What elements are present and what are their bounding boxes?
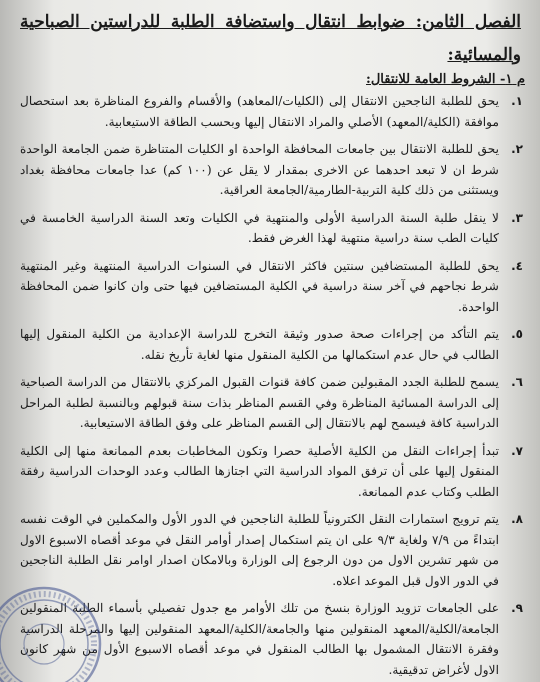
item-number: ١.: [511, 94, 523, 108]
section-heading: م ١- الشروط العامة للانتقال:: [366, 72, 525, 87]
condition-item: [20, 256, 525, 318]
item-number: ٤.: [511, 258, 523, 273]
item-text: تبدأ إجراءات النقل من الكلية الأصلية حصرا وتكون المخاطبات بعدم الممانعة منها إلى الكلية المنقول إليها على أن ترفق المواد الدراسية التي اجتازها الطالب وعدد الوحدات الدراسية رفقة الطلب وكتاب عدم الممانعة.: [20, 443, 499, 499]
item-number: ٨.: [511, 512, 523, 526]
condition-item: [20, 208, 525, 249]
item-text: لا ينقل طلبة السنة الدراسية الأولى والمنتهية في الكليات وتعد السنة الدراسية الخامسة في كليات الطب سنة دراسية منتهية لهذا الغرض فقط.: [20, 210, 499, 245]
condition-item: [20, 139, 525, 201]
item-text: يتم التأكد من إجراءات صحة صدور وثيقة التخرج للدراسة الإعدادية من الكلية المنقول إليها الطالب في حال عدم استكمالها من الكلية المنقول منها لغاية تأريخ نقله.: [20, 327, 499, 362]
item-number: ٥.: [511, 327, 523, 341]
chapter-title: الفصل الثامن: ضوابط انتقال واستضافة الطلبة للدراستين الصباحية والمسائية:: [20, 12, 521, 65]
item-number: ٩.: [511, 601, 523, 615]
item-text: يتم ترويج استمارات النقل الكترونياً للطلبة الناجحين في الدور الأول والمكملين في الوقت نفسه ابتداءً من ٧/٩ ولغاية ٩/٣ على ان يتم استكمال إصدار أوامر النقل في موعد أقصاه الاسبوع الاول من شهر تشرين الاول من دون الرجوع إلى الوزارة وبالامكان اصدار اوامر نقل الطلبة الناجحين في الدور الاول قبل الموعد اعلاه.: [20, 512, 499, 588]
item-number: ٣.: [511, 210, 523, 225]
condition-item: [20, 324, 525, 365]
item-text: يحق للطلبة الناجحين الانتقال إلى (الكليات/المعاهد) والأقسام والفروع المناظرة بعد استحصال موافقة (الكلية/المعهد) الأصلي والمراد الانتقال إليها وبحسب الطاقة الاستيعابية.: [20, 94, 499, 129]
item-text: يحق للطلبة المستضافين سنتين فاكثر الانتقال في السنوات الدراسية المنتهية وغير المنتهية شرط نجاحهم في آخر سنة دراسية في الكلية المستضافين فيها حتى وان كانوا ضمن المحافظة الواحدة.: [20, 258, 499, 314]
document-body: [20, 6, 525, 682]
item-number: ٦.: [511, 375, 523, 389]
condition-item: [20, 509, 525, 591]
condition-item: [20, 441, 525, 503]
item-number: ٢.: [511, 142, 523, 156]
item-text: على الجامعات تزويد الوزارة بنسخ من تلك الأوامر مع جدول تفصيلي بأسماء الطلبة المنقولين الجامعة/الكلية/المعهد المنقولين منها والجامعة/الكلية/المعهد المنقولين إليها والمرحلة الدراسية وفقرة الانتقال المشمول بها الطالب المنقول في موعد أقصاه الاسبوع الأول من شهر كانون الاول لأغراض تدقيقية.: [20, 601, 499, 677]
official-stamp-icon: [0, 584, 104, 682]
item-text: يسمح للطلبة الجدد المقبولين ضمن كافة قنوات القبول المركزي بالانتقال من الدراسة الصباحية إلى الدراسة المسائية المناظرة وفي القسم المناظر بذات سنة قبولهم وبالنسبة لطلبة المراحل الدراسية كافة فيسمح لهم بالانتقال إلى القسم المناظر على وفق الطاقة الاستيعابية.: [20, 375, 499, 430]
item-number: ٧.: [511, 443, 523, 458]
item-text: يحق للطلبة الانتقال بين جامعات المحافظة الواحدة او الكليات المتناظرة ضمن الجامعة الواحدة شرط ان لا تبعد احدهما عن الاخرى بمقدار لا يقل عن (١٠٠ كم) عدا جامعات محافظة بغداد ويستثنى من ذلك كلية التربية-الطارمية/الجامعة العراقية.: [20, 142, 499, 197]
condition-item: [20, 372, 525, 434]
condition-item: [20, 91, 525, 132]
